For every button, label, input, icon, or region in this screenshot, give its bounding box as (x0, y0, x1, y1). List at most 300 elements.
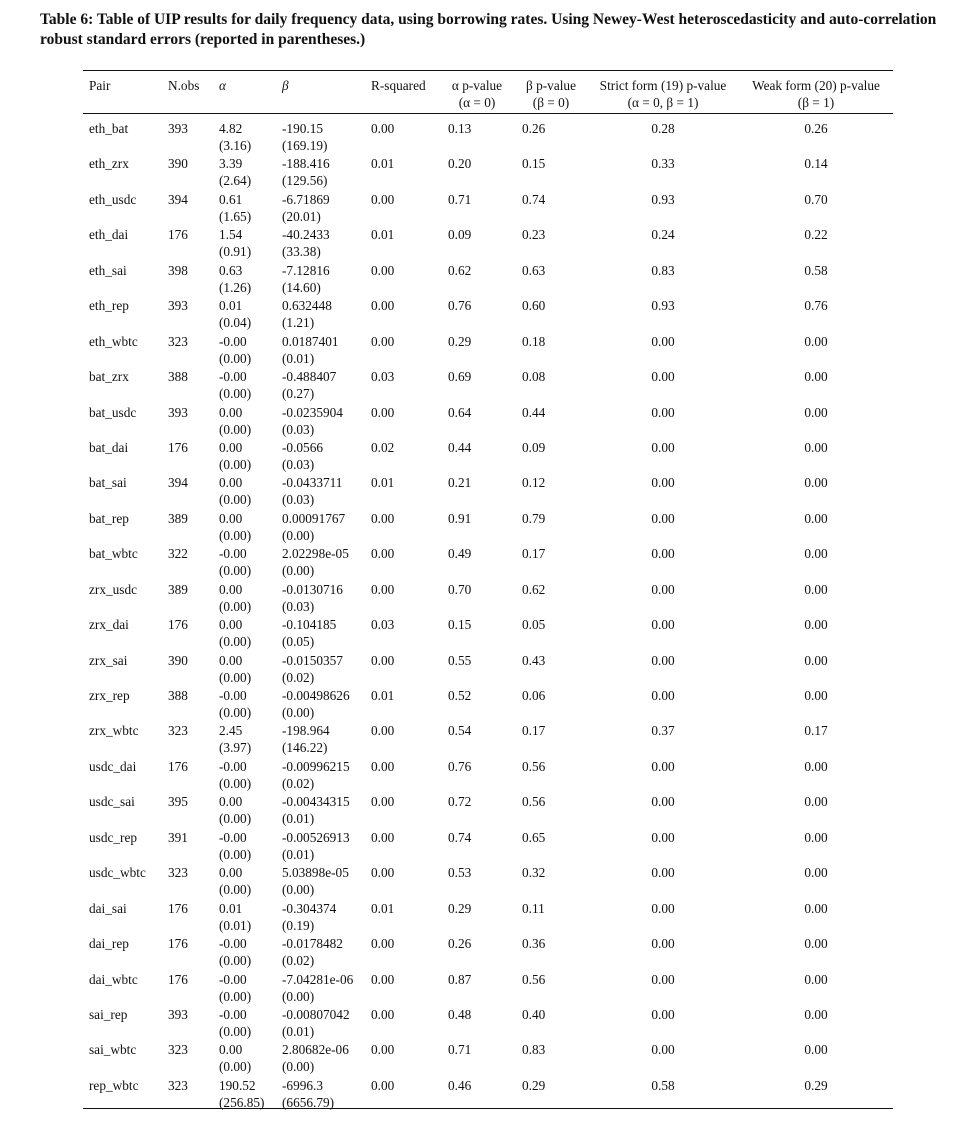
cell-alpha-pvalue: 0.49 (448, 546, 472, 562)
cell-alpha-estimate: 0.01 (219, 298, 243, 314)
table-row (83, 364, 893, 402)
cell-alpha-estimate: -0.00 (219, 829, 247, 845)
uip-results-table (83, 70, 893, 1109)
cell-pair: eth_bat (89, 121, 129, 136)
cell-nobs: 389 (168, 581, 188, 597)
cell-strict-pvalue: 0.33 (651, 156, 675, 172)
cell-alpha-estimate: 0.00 (219, 439, 243, 455)
cell-pair: bat_usdc (89, 404, 137, 420)
cell-strict-pvalue: 0.00 (651, 652, 675, 668)
cell-beta-pvalue: 0.12 (522, 475, 546, 491)
cell-beta (282, 652, 343, 686)
cell-alpha-estimate: 0.00 (219, 1042, 243, 1058)
cell-beta-std-error: (0.03) (282, 492, 315, 508)
cell-nobs: 391 (168, 829, 188, 845)
cell-nobs: 393 (168, 1006, 188, 1022)
cell-weak-pvalue: 0.00 (804, 971, 828, 987)
cell-pair: eth_sai (89, 262, 127, 278)
cell-weak-pvalue: 0.00 (804, 829, 828, 845)
cell-strict-pvalue: 0.00 (651, 865, 675, 881)
cell-alpha (219, 226, 251, 260)
cell-strict-pvalue: 0.00 (651, 510, 675, 526)
cell-pair: zrx_dai (89, 617, 129, 633)
cell-beta (282, 404, 343, 438)
cell-alpha (219, 687, 251, 721)
cell-alpha-pvalue: 0.64 (448, 404, 472, 420)
cell-beta-estimate: -7.12816 (282, 262, 330, 278)
cell-alpha-std-error: (0.00) (219, 421, 252, 437)
table-row (83, 470, 893, 508)
cell-pair: dai_wbtc (89, 971, 138, 987)
cell-beta (282, 226, 330, 260)
cell-beta-std-error: (0.00) (282, 705, 315, 720)
cell-beta-std-error: (1.21) (282, 315, 315, 331)
cell-alpha-std-error: (3.16) (219, 138, 252, 153)
cell-beta-pvalue: 0.18 (522, 333, 546, 349)
cell-beta (282, 900, 336, 934)
cell-beta-estimate: -0.0433711 (282, 475, 343, 491)
cell-pair: zrx_usdc (89, 581, 137, 597)
cell-alpha (219, 971, 251, 1005)
cell-alpha (219, 474, 251, 508)
cell-weak-pvalue: 0.17 (804, 723, 828, 739)
cell-beta-std-error: (6656.79) (282, 1094, 335, 1110)
table-row (83, 258, 893, 293)
cell-alpha-pvalue: 0.76 (448, 298, 472, 314)
cell-beta-std-error: (0.00) (282, 1059, 315, 1075)
cell-beta-estimate: -6.71869 (282, 191, 330, 207)
cell-weak-pvalue: 0.76 (804, 298, 828, 314)
cell-alpha-pvalue: 0.29 (448, 900, 472, 916)
table-row (83, 825, 893, 860)
header-weak-form-line2: (β = 1) (797, 95, 835, 110)
cell-beta-estimate: -0.00996215 (282, 758, 350, 774)
cell-weak-pvalue: 0.00 (804, 333, 828, 349)
cell-nobs: 176 (168, 439, 188, 455)
cell-beta (282, 439, 323, 473)
header-strict-form-line2: (α = 0, β = 1) (627, 95, 699, 110)
cell-alpha-pvalue: 0.53 (448, 865, 472, 881)
cell-alpha-estimate: -0.00 (219, 971, 247, 987)
cell-alpha-pvalue: 0.74 (448, 829, 472, 845)
table-row (83, 1073, 893, 1108)
cell-alpha (219, 616, 251, 650)
cell-beta (282, 581, 343, 615)
cell-beta-std-error: (0.01) (282, 846, 315, 862)
cell-beta-estimate: -0.488407 (282, 369, 337, 385)
cell-pair: bat_sai (89, 475, 127, 491)
cell-alpha-std-error: (0.00) (219, 492, 252, 508)
cell-pair: zrx_rep (89, 688, 130, 703)
cell-alpha-std-error: (0.00) (219, 882, 252, 898)
cell-beta (282, 333, 339, 367)
cell-nobs: 388 (168, 688, 188, 703)
cell-r-squared: 0.03 (371, 617, 395, 633)
cell-beta-std-error: (146.22) (282, 740, 328, 756)
cell-beta-pvalue: 0.63 (522, 262, 546, 278)
cell-nobs: 323 (168, 723, 188, 739)
cell-beta (282, 120, 327, 154)
cell-beta-estimate: -7.04281e-06 (282, 971, 354, 987)
cell-alpha-pvalue: 0.55 (448, 652, 472, 668)
cell-beta-pvalue: 0.17 (522, 723, 546, 739)
cell-beta-pvalue: 0.74 (522, 191, 546, 207)
cell-alpha-std-error: (0.04) (219, 315, 252, 331)
cell-beta (282, 1077, 334, 1111)
cell-alpha-estimate: 0.00 (219, 652, 243, 668)
header-nobs: N.obs (168, 78, 200, 93)
table-row (83, 187, 893, 222)
cell-alpha (219, 120, 251, 154)
cell-nobs: 393 (168, 121, 188, 136)
cell-alpha-std-error: (0.00) (219, 953, 252, 969)
cell-r-squared: 0.00 (371, 510, 395, 526)
cell-beta-std-error: (0.03) (282, 421, 315, 437)
cell-nobs: 390 (168, 156, 188, 172)
cell-pair: zrx_wbtc (89, 723, 139, 739)
cell-pair: dai_rep (89, 936, 129, 952)
table-body (83, 114, 893, 1108)
cell-beta-estimate: 2.02298e-05 (282, 546, 349, 562)
table-row (83, 612, 893, 650)
cell-weak-pvalue: 0.00 (804, 581, 828, 597)
cell-r-squared: 0.00 (371, 546, 395, 562)
cell-beta-estimate: -40.2433 (282, 227, 330, 243)
cell-alpha-std-error: (0.01) (219, 917, 252, 933)
cell-beta-pvalue: 0.79 (522, 510, 546, 526)
cell-weak-pvalue: 0.00 (804, 936, 828, 952)
cell-strict-pvalue: 0.00 (651, 404, 675, 420)
cell-pair: eth_usdc (89, 191, 137, 207)
cell-beta (282, 935, 343, 969)
cell-beta-pvalue: 0.32 (522, 865, 546, 881)
table-row (83, 931, 893, 969)
cell-r-squared: 0.00 (371, 652, 395, 668)
cell-pair: usdc_wbtc (89, 865, 146, 881)
cell-beta (282, 829, 350, 863)
header-strict-form (593, 77, 733, 111)
cell-alpha-std-error: (0.00) (219, 988, 252, 1004)
cell-r-squared: 0.00 (371, 1006, 395, 1022)
cell-r-squared: 0.00 (371, 121, 395, 136)
cell-weak-pvalue: 0.00 (804, 369, 828, 385)
cell-nobs: 395 (168, 794, 188, 810)
header-beta-pvalue (517, 77, 585, 111)
header-beta-pvalue-line2: (β = 0) (532, 95, 570, 110)
cell-nobs: 390 (168, 652, 188, 668)
cell-alpha-pvalue: 0.48 (448, 1006, 472, 1022)
cell-beta-pvalue: 0.06 (522, 688, 546, 703)
cell-beta-estimate: -0.104185 (282, 617, 337, 633)
cell-alpha-estimate: 0.01 (219, 900, 243, 916)
cell-alpha (219, 829, 251, 863)
cell-strict-pvalue: 0.93 (651, 298, 675, 314)
cell-r-squared: 0.00 (371, 936, 395, 952)
cell-alpha (219, 722, 251, 756)
cell-alpha-std-error: (0.00) (219, 811, 252, 827)
cell-strict-pvalue: 0.00 (651, 758, 675, 774)
cell-nobs: 389 (168, 510, 188, 526)
header-beta: β (282, 78, 289, 93)
cell-strict-pvalue: 0.00 (651, 439, 675, 455)
cell-alpha-estimate: 0.00 (219, 475, 243, 491)
cell-alpha (219, 1006, 251, 1040)
cell-nobs: 176 (168, 936, 188, 952)
cell-strict-pvalue: 0.00 (651, 971, 675, 987)
cell-beta (282, 758, 350, 792)
cell-beta-estimate: -190.15 (282, 121, 323, 136)
cell-nobs: 176 (168, 971, 188, 987)
cell-beta-std-error: (0.27) (282, 386, 315, 402)
cell-beta-pvalue: 0.56 (522, 971, 546, 987)
table-row (83, 151, 893, 189)
cell-alpha-std-error: (0.00) (219, 563, 252, 579)
cell-beta-std-error: (0.01) (282, 811, 315, 827)
cell-beta-std-error: (33.38) (282, 244, 321, 260)
cell-strict-pvalue: 0.24 (651, 227, 675, 243)
cell-strict-pvalue: 0.00 (651, 936, 675, 952)
cell-beta-estimate: 0.632448 (282, 298, 332, 314)
cell-alpha-pvalue: 0.69 (448, 369, 472, 385)
cell-alpha-estimate: 3.39 (219, 156, 243, 172)
cell-alpha-std-error: (0.00) (219, 669, 252, 685)
cell-beta (282, 687, 350, 721)
cell-alpha-estimate: -0.00 (219, 546, 247, 562)
cell-strict-pvalue: 0.00 (651, 1006, 675, 1022)
cell-alpha-estimate: 0.00 (219, 581, 243, 597)
cell-nobs: 176 (168, 227, 188, 243)
cell-beta-std-error: (0.03) (282, 456, 315, 472)
cell-beta-std-error: (0.01) (282, 1023, 315, 1039)
cell-weak-pvalue: 0.00 (804, 404, 828, 420)
cell-weak-pvalue: 0.00 (804, 758, 828, 774)
cell-alpha (219, 191, 251, 225)
cell-alpha-std-error: (0.00) (219, 350, 252, 366)
cell-pair: eth_zrx (89, 156, 129, 172)
cell-beta (282, 616, 336, 650)
cell-beta-estimate: -0.00434315 (282, 794, 350, 810)
cell-alpha-std-error: (0.00) (219, 1059, 252, 1075)
cell-r-squared: 0.01 (371, 156, 395, 172)
cell-r-squared: 0.00 (371, 829, 395, 845)
cell-r-squared: 0.00 (371, 581, 395, 597)
cell-beta-std-error: (0.02) (282, 775, 315, 791)
cell-beta-estimate: -0.00498626 (282, 688, 350, 703)
cell-strict-pvalue: 0.00 (651, 829, 675, 845)
cell-pair: usdc_sai (89, 794, 135, 810)
table-row (83, 222, 893, 260)
cell-alpha-estimate: 0.00 (219, 794, 243, 810)
cell-beta (282, 191, 330, 225)
cell-beta-pvalue: 0.60 (522, 298, 546, 314)
cell-alpha-pvalue: 0.20 (448, 156, 472, 172)
cell-alpha-pvalue: 0.13 (448, 121, 472, 136)
cell-beta-pvalue: 0.15 (522, 156, 546, 172)
cell-beta-std-error: (0.00) (282, 988, 315, 1004)
cell-beta-pvalue: 0.36 (522, 936, 546, 952)
cell-alpha-std-error: (0.00) (219, 634, 252, 650)
cell-alpha-std-error: (2.64) (219, 173, 252, 189)
cell-r-squared: 0.00 (371, 298, 395, 314)
table-row (83, 683, 893, 718)
cell-weak-pvalue: 0.00 (804, 688, 828, 703)
cell-beta-pvalue: 0.11 (522, 900, 545, 916)
cell-beta-std-error: (0.05) (282, 634, 315, 650)
header-alpha-pvalue (443, 77, 511, 111)
cell-pair: bat_zrx (89, 369, 129, 385)
cell-pair: zrx_sai (89, 652, 128, 668)
cell-beta (282, 722, 330, 756)
cell-alpha-pvalue: 0.29 (448, 333, 472, 349)
cell-alpha-pvalue: 0.46 (448, 1077, 472, 1093)
cell-alpha-estimate: 1.54 (219, 227, 243, 243)
cell-beta-std-error: (20.01) (282, 208, 321, 224)
cell-alpha-std-error: (0.00) (219, 1023, 252, 1039)
cell-beta-estimate: -6996.3 (282, 1077, 323, 1093)
table-row (83, 1002, 893, 1037)
cell-nobs: 323 (168, 1077, 188, 1093)
cell-nobs: 322 (168, 546, 188, 562)
header-weak-form (745, 77, 887, 111)
cell-weak-pvalue: 0.00 (804, 865, 828, 881)
header-alpha: α (219, 78, 226, 93)
cell-beta-pvalue: 0.23 (522, 227, 546, 243)
cell-alpha (219, 404, 251, 438)
cell-pair: rep_wbtc (89, 1077, 139, 1093)
cell-beta-pvalue: 0.62 (522, 581, 546, 597)
cell-nobs: 323 (168, 1042, 188, 1058)
cell-pair: eth_rep (89, 298, 129, 314)
cell-r-squared: 0.03 (371, 369, 395, 385)
cell-beta-pvalue: 0.08 (522, 369, 546, 385)
cell-alpha-estimate: 0.00 (219, 510, 243, 526)
cell-strict-pvalue: 0.58 (651, 1077, 675, 1093)
cell-alpha-pvalue: 0.44 (448, 439, 472, 455)
cell-alpha-pvalue: 0.62 (448, 262, 472, 278)
cell-beta (282, 155, 330, 189)
cell-alpha (219, 545, 251, 579)
cell-strict-pvalue: 0.00 (651, 475, 675, 491)
cell-weak-pvalue: 0.00 (804, 475, 828, 491)
cell-r-squared: 0.00 (371, 262, 395, 278)
cell-beta-std-error: (0.00) (282, 563, 315, 579)
cell-beta-estimate: -0.0130716 (282, 581, 343, 597)
cell-beta-std-error: (0.02) (282, 953, 315, 969)
cell-beta (282, 545, 349, 579)
cell-pair: usdc_rep (89, 829, 137, 845)
cell-nobs: 176 (168, 617, 188, 633)
cell-nobs: 176 (168, 758, 188, 774)
cell-nobs: 176 (168, 900, 188, 916)
cell-weak-pvalue: 0.14 (804, 156, 828, 172)
cell-alpha-std-error: (256.85) (219, 1094, 265, 1110)
cell-r-squared: 0.01 (371, 900, 395, 916)
cell-pair: bat_dai (89, 439, 129, 455)
cell-alpha (219, 793, 251, 827)
cell-r-squared: 0.00 (371, 404, 395, 420)
cell-weak-pvalue: 0.22 (804, 227, 828, 243)
cell-r-squared: 0.00 (371, 191, 395, 207)
cell-weak-pvalue: 0.29 (804, 1077, 828, 1093)
cell-beta-estimate: -0.00526913 (282, 829, 350, 845)
cell-beta-estimate: -0.00807042 (282, 1006, 350, 1022)
cell-beta-std-error: (0.00) (282, 882, 315, 898)
cell-beta-pvalue: 0.26 (522, 121, 546, 136)
cell-weak-pvalue: 0.00 (804, 1042, 828, 1058)
cell-nobs: 398 (168, 262, 188, 278)
table-row (83, 293, 893, 331)
cell-alpha-estimate: -0.00 (219, 369, 247, 385)
cell-nobs: 393 (168, 404, 188, 420)
cell-strict-pvalue: 0.00 (651, 333, 675, 349)
cell-r-squared: 0.00 (371, 758, 395, 774)
cell-pair: eth_wbtc (89, 333, 138, 349)
cell-alpha-pvalue: 0.70 (448, 581, 472, 597)
cell-beta-std-error: (0.19) (282, 917, 315, 933)
cell-strict-pvalue: 0.93 (651, 191, 675, 207)
table-row (83, 718, 893, 756)
cell-alpha-std-error: (0.00) (219, 705, 252, 720)
cell-pair: sai_rep (89, 1006, 128, 1022)
cell-beta-estimate: 5.03898e-05 (282, 865, 349, 881)
cell-r-squared: 0.00 (371, 333, 395, 349)
header-alpha-pvalue-line2: (α = 0) (458, 95, 496, 110)
cell-beta (282, 474, 342, 508)
cell-beta-estimate: -0.304374 (282, 900, 337, 916)
cell-beta-estimate: -188.416 (282, 156, 330, 172)
cell-weak-pvalue: 0.58 (804, 262, 828, 278)
cell-beta (282, 971, 353, 1005)
cell-weak-pvalue: 0.26 (804, 121, 828, 136)
cell-beta (282, 1041, 349, 1075)
cell-alpha-pvalue: 0.72 (448, 794, 472, 810)
cell-alpha-std-error: (0.00) (219, 527, 252, 543)
cell-beta-pvalue: 0.17 (522, 546, 546, 562)
cell-alpha-pvalue: 0.71 (448, 191, 472, 207)
cell-beta-std-error: (0.02) (282, 669, 315, 685)
cell-beta-estimate: -0.0150357 (282, 652, 343, 668)
cell-alpha (219, 368, 251, 402)
cell-alpha-std-error: (1.26) (219, 279, 252, 295)
cell-alpha (219, 864, 251, 898)
cell-r-squared: 0.01 (371, 475, 395, 491)
cell-beta-std-error: (14.60) (282, 279, 321, 295)
cell-alpha (219, 297, 251, 331)
cell-pair: dai_sai (89, 900, 127, 916)
table-row (83, 506, 893, 541)
cell-weak-pvalue: 0.00 (804, 546, 828, 562)
cell-pair: sai_wbtc (89, 1042, 137, 1058)
bottom-rule (83, 1108, 893, 1109)
cell-beta-pvalue: 0.65 (522, 829, 546, 845)
cell-strict-pvalue: 0.00 (651, 1042, 675, 1058)
table-row (83, 116, 893, 151)
cell-alpha (219, 439, 251, 473)
cell-beta-std-error: (169.19) (282, 138, 328, 153)
table-row (83, 648, 893, 683)
cell-beta-std-error: (0.03) (282, 598, 315, 614)
cell-beta-pvalue: 0.05 (522, 617, 546, 633)
table-row (83, 860, 893, 898)
cell-alpha-pvalue: 0.87 (448, 971, 472, 987)
header-weak-form-line1: Weak form (20) p-value (752, 78, 880, 93)
cell-alpha-std-error: (0.00) (219, 456, 252, 472)
cell-beta (282, 297, 332, 331)
cell-alpha-estimate: -0.00 (219, 333, 247, 349)
cell-alpha-estimate: 0.00 (219, 865, 243, 881)
cell-alpha (219, 900, 251, 934)
cell-beta (282, 368, 336, 402)
